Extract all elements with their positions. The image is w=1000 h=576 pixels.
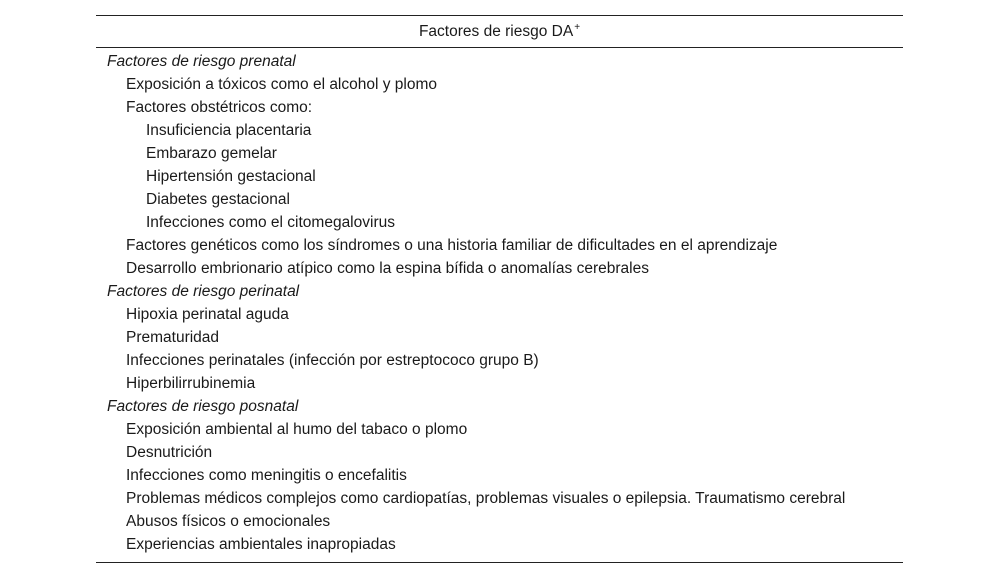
list-item: Hiperbilirrubinemia xyxy=(126,375,256,392)
risk-factors-table xyxy=(96,15,903,563)
list-item: Desarrollo embrionario atípico como la espina bífida o anomalías cerebrales xyxy=(126,260,649,277)
list-item: Factores genéticos como los síndromes o una historia familiar de dificultades en el aprendizaje xyxy=(126,237,778,254)
section-title-perinatal: Factores de riesgo perinatal xyxy=(107,283,300,300)
bottom-rule xyxy=(96,562,903,563)
section-title-prenatal: Factores de riesgo prenatal xyxy=(107,53,296,70)
list-item: Infecciones perinatales (infección por estreptococo grupo B) xyxy=(126,352,539,369)
list-item: Desnutrición xyxy=(126,444,213,461)
sub-list-item: Infecciones como el citomegalovirus xyxy=(146,214,395,231)
list-item: Factores obstétricos como: xyxy=(126,99,313,116)
sub-list-item: Insuficiencia placentaria xyxy=(146,122,312,139)
header-title: Factores de riesgo DA xyxy=(418,23,574,40)
list-item: Exposición a tóxicos como el alcohol y plomo xyxy=(126,76,438,93)
list-item: Experiencias ambientales inapropiadas xyxy=(126,536,396,553)
list-item: Infecciones como meningitis o encefalitis xyxy=(126,467,407,484)
list-item: Hipoxia perinatal aguda xyxy=(126,306,289,323)
sub-list-item: Diabetes gestacional xyxy=(146,191,290,208)
table-header xyxy=(96,16,903,47)
sub-list-item: Hipertensión gestacional xyxy=(146,168,316,185)
list-item: Abusos físicos o emocionales xyxy=(126,513,331,530)
list-item: Exposición ambiental al humo del tabaco o plomo xyxy=(126,421,468,438)
section-title-posnatal: Factores de riesgo posnatal xyxy=(107,398,299,415)
header-superscript: + xyxy=(574,22,581,33)
table-body xyxy=(96,48,903,562)
sub-list-item: Embarazo gemelar xyxy=(146,145,277,162)
list-item: Prematuridad xyxy=(126,329,220,346)
list-item: Problemas médicos complejos como cardiopatías, problemas visuales o epilepsia. Traumatismo cerebral xyxy=(126,490,846,507)
